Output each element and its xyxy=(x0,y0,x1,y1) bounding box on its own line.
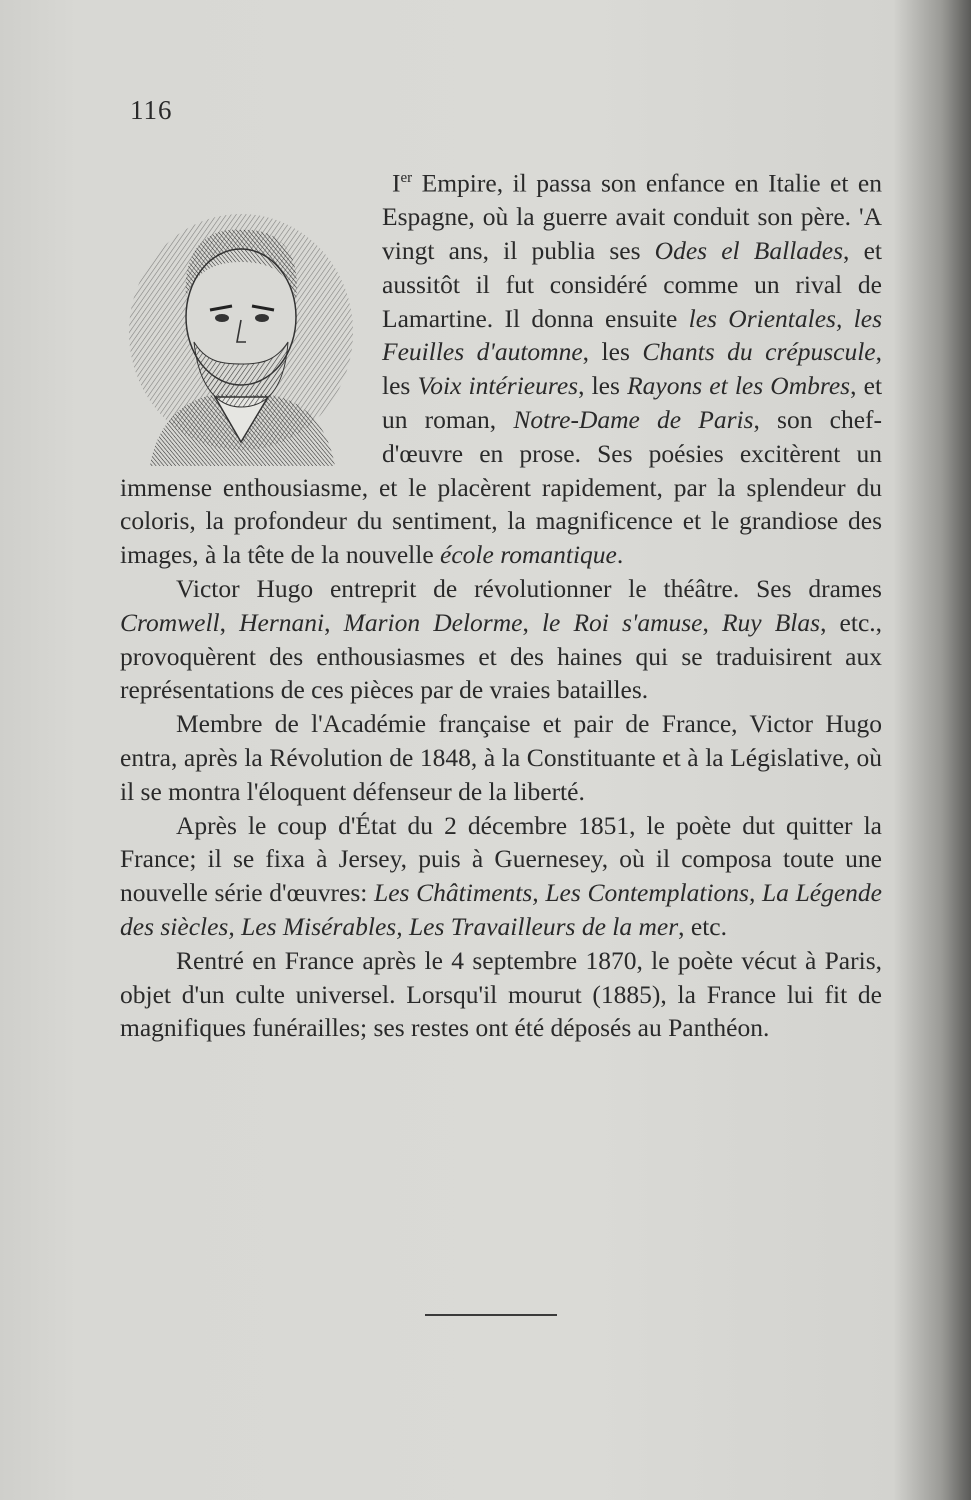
p2-italic-ruy-blas: Ruy Blas xyxy=(721,607,821,637)
p1-text-2: , et aussitôt il fut considéré comme un rival de Lamartine. Il donna ensuite xyxy=(382,236,882,333)
p1-text-7: , son chef-d'œuvre en prose. Ses poésies excitèrent un immense enthousiasme, et le placèrent rapidement, par la splendeur du coloris, la profondeur du sentiment, la magnificence et le grandiose des images, à la tête de la nouvelle xyxy=(120,405,882,570)
p2-sep-2: , xyxy=(324,607,344,637)
p1-text-5: , les xyxy=(578,371,628,401)
p4-text-1: Après le coup d'État du 2 décembre 1851, le poète dut quitter la France; il se fixa à Jersey, puis à Guernesey, où il composa toute une nouvelle série d'œuvres: xyxy=(120,810,882,908)
p1-text-1: Empire, il passa son enfance en Italie et en Espagne, où la guerre avait conduit son père. 'A vingt ans, il publia ses xyxy=(382,168,882,266)
p1-text-6: , et un roman, xyxy=(382,371,883,435)
p4-italic-works: Les Châtiments, Les Contemplations, La Légende des siècles, Les Misérables, Les Travailleurs de la mer xyxy=(120,878,882,942)
p2-sep-1: , xyxy=(219,607,240,637)
p2-sep-3: , xyxy=(522,607,542,637)
section-end-rule xyxy=(425,1314,557,1316)
p2-italic-roi: le Roi s'amuse xyxy=(541,607,703,637)
body-text xyxy=(120,162,882,1045)
p2-italic-hernani: Hernani xyxy=(239,607,325,637)
p1-italic-odes: Odes el Ballades xyxy=(654,236,844,266)
page-number: 116 xyxy=(130,95,173,125)
p1-italic-orientales: les Orientales, les Feuilles d'automne xyxy=(382,303,882,367)
p2-italic-cromwell: Cromwell xyxy=(120,607,220,637)
p2-sep-4: , xyxy=(702,607,722,637)
p1-text-4: , les xyxy=(382,337,882,401)
portrait-engraving xyxy=(110,192,372,466)
p1-italic-voix: Voix intérieures xyxy=(417,371,579,401)
superscript-er: er xyxy=(400,170,413,186)
p2-italic-marion: Marion Delorme xyxy=(343,607,523,637)
paragraph-1: Ier Empire, il passa son enfance en Italie et en Espagne, où la guerre avait conduit son père. 'A vingt ans, il publia ses Odes el Ballades, et aussitôt il fut considéré comme un rival de Lamartine. Il donna ensuite les Orientales, les Feuilles d'automne, les Chants du crépuscule, les Voix intérieures, les Rayons et les Ombres, et un roman, Notre-Dame de Paris, son chef-d'œuvre en prose. Ses poésies excitèrent un immense enthousiasme, et le placèrent rapidement, par la splendeur du coloris, la profondeur du sentiment, la magnificence et le grandiose des images, à la tête de la nouvelle école romantique. xyxy=(120,162,882,572)
p1-text-3: , les xyxy=(582,337,643,367)
p2-text-1: Victor Hugo entreprit de révolutionner le théâtre. Ses drames xyxy=(176,574,882,604)
p2-text-2: , etc., provoquèrent des enthousiasmes et des haines qui se traduisirent aux représentations de ces pièces par de vraies batailles. xyxy=(120,607,883,705)
paragraph-4 xyxy=(120,809,882,944)
paragraph-3: Membre de l'Académie française et pair de France, Victor Hugo entra, après la Révolution de 1848, à la Constituante et à la Législative, où il se montra l'éloquent défenseur de la liberté. xyxy=(120,709,882,806)
p1-italic-chants: Chants du crépuscule xyxy=(642,337,876,367)
p4-text-2: , etc. xyxy=(678,912,727,942)
p1-italic-notre-dame: Notre-Dame de Paris xyxy=(513,405,754,435)
paragraph-5: Rentré en France après le 4 septembre 1870, le poète vécut à Paris, objet d'un culte universel. Lorsqu'il mourut (1885), la France lui fit de magnifiques funérailles; ses restes ont été déposés au Panthéon. xyxy=(120,945,882,1043)
p1-text-8: . xyxy=(616,540,624,570)
p1-italic-rayons: Rayons et les Ombres xyxy=(627,371,851,401)
p1-italic-ecole: école romantique xyxy=(440,540,617,570)
paragraph-2 xyxy=(120,572,882,707)
